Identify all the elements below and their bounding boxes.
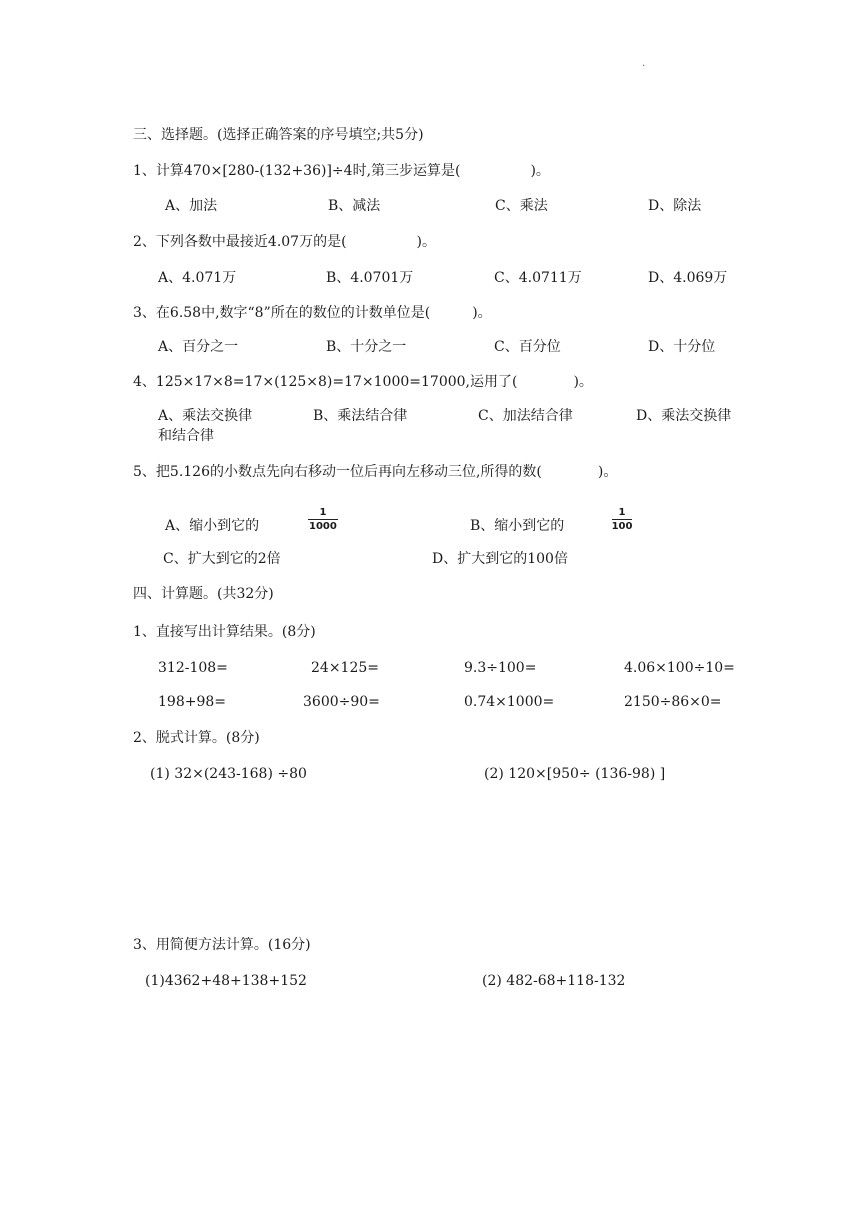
calc-item: 2150÷86×0= (624, 694, 722, 710)
p3-title: 3、用简便方法计算。(16分) (133, 937, 311, 953)
q4-option-c[interactable]: C、加法结合律 (478, 408, 573, 424)
q4-option-b[interactable]: B、乘法结合律 (313, 408, 408, 424)
fraction-numerator: 1 (618, 507, 626, 518)
p3-item-1: (1)4362+48+138+152 (145, 973, 307, 989)
q2-option-d[interactable]: D、4.069万 (648, 270, 728, 286)
q2-option-a[interactable]: A、4.071万 (158, 270, 237, 286)
q2-option-c[interactable]: C、4.0711万 (494, 270, 582, 286)
q5-option-a[interactable]: A、缩小到它的 (165, 518, 260, 534)
q5-option-d[interactable]: D、扩大到它的100倍 (432, 551, 568, 567)
fraction-numerator: 1 (319, 507, 327, 518)
calc-item: 24×125= (311, 660, 379, 676)
q3-option-a[interactable]: A、百分之一 (158, 339, 239, 355)
q3-stem: 3、在6.58中,数字“8”所在的数位的计数单位是( )。 (133, 305, 492, 321)
q4-option-d[interactable]: D、乘法交换律 (636, 408, 732, 424)
q5-option-a-fraction (308, 507, 338, 532)
q4-option-d-continued: 和结合律 (158, 428, 214, 444)
q3-option-b[interactable]: B、十分之一 (326, 339, 407, 355)
header-mark: . (642, 58, 646, 69)
p2-item-1: (1) 32×(243-168) ÷80 (150, 766, 307, 782)
section3-title: 三、选择题。(选择正确答案的序号填空;共5分) (133, 127, 424, 143)
fraction-bar (308, 519, 338, 520)
q1-stem: 1、计算470×[280-(132+36)]÷4时,第三步运算是( )。 (133, 163, 550, 179)
q1-option-b[interactable]: B、减法 (328, 198, 381, 214)
q5-option-c[interactable]: C、扩大到它的2倍 (163, 551, 281, 567)
fraction-bar (612, 519, 632, 520)
q5-option-b[interactable]: B、缩小到它的 (470, 518, 565, 534)
calc-item: 0.74×1000= (464, 694, 555, 710)
q4-option-a[interactable]: A、乘法交换律 (158, 408, 253, 424)
q3-option-d[interactable]: D、十分位 (648, 339, 716, 355)
p2-item-2: (2) 120×[950÷ (136-98) ] (484, 766, 666, 782)
calc-item: 9.3÷100= (464, 660, 537, 676)
p1-title: 1、直接写出计算结果。(8分) (133, 624, 316, 640)
fraction-denominator: 100 (612, 521, 632, 532)
q1-option-c[interactable]: C、乘法 (495, 198, 548, 214)
fraction-denominator: 1000 (309, 521, 337, 532)
calc-item: 198+98= (158, 694, 226, 710)
p3-item-2: (2) 482-68+118-132 (482, 973, 626, 989)
calc-item: 3600÷90= (303, 694, 380, 710)
calc-item: 312-108= (158, 660, 228, 676)
q1-option-d[interactable]: D、除法 (648, 198, 702, 214)
q3-option-c[interactable]: C、百分位 (494, 339, 561, 355)
q4-stem: 4、125×17×8=17×(125×8)=17×1000=17000,运用了( )。 (133, 374, 593, 390)
section4-title: 四、计算题。(共32分) (133, 586, 274, 602)
q1-option-a[interactable]: A、加法 (165, 198, 218, 214)
q2-stem: 2、下列各数中最接近4.07万的是( )。 (133, 234, 437, 250)
q2-option-b[interactable]: B、4.0701万 (326, 270, 414, 286)
q5-stem: 5、把5.126的小数点先向右移动一位后再向左移动三位,所得的数( )。 (133, 464, 618, 480)
p2-title: 2、脱式计算。(8分) (133, 730, 260, 746)
q5-option-b-fraction (612, 507, 632, 532)
calc-item: 4.06×100÷10= (624, 660, 735, 676)
